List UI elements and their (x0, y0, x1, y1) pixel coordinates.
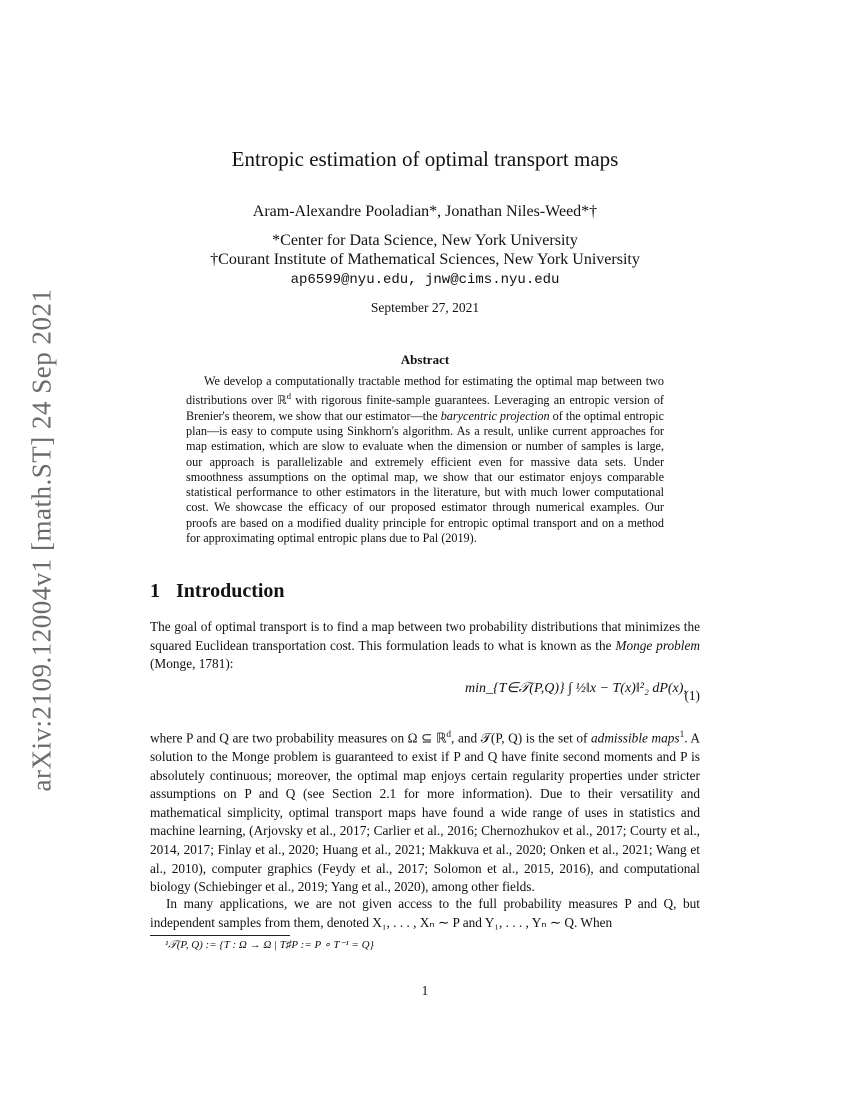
author-emails: ap6599@nyu.edu, jnw@cims.nyu.edu (290, 272, 560, 288)
abstract-body: We develop a computationally tractable method for estimating the optimal map between two distributions over ℝ$^d$ with rigorous finite-sample guarantees. Leveraging an entropic version of Brenier's theorem, we show that our estimator—the barycentric projection of the optimal entropic plan—is easy to compute using Sinkhorn's algorithm. As a result, unlike current approaches for map estimation, which are slow to evaluate when the dimension or number of samples is large, our approach is parallelizable and extremely efficient even for massive data sets. Under smoothness assumptions on the optimal map, we show that our estimator enjoys comparable statistical performance to other estimators in the literature, but with much lower computational cost. We showcase the efficacy of our proposed estimator through numerical examples. Our proofs are based on a modified duality principle for entropic optimal transport and on a method for approximating optimal entropic plans due to Pal (2019). (186, 374, 664, 546)
footnote-divider (150, 935, 290, 936)
paragraph: In many applications, we are not given access to the full probability measures P and Q, but independent samples from them, denoted X₁, . . . , Xₙ ∼ P and Y₁, . . . , Yₙ ∼ Q. When (150, 896, 700, 930)
arxiv-identifier: arXiv:2109.12004v1 [math.ST] 24 Sep 2021 (26, 288, 57, 792)
section-number: 1 (150, 580, 160, 602)
paper-date: September 27, 2021 (370, 300, 480, 315)
affiliation-2: †Courant Institute of Mathematical Sciences, New York University (210, 251, 640, 268)
equation-number: (1) (684, 688, 700, 703)
footnote: ¹𝒯(P, Q) := {T : Ω → Ω | T♯P := P ∘ T⁻¹ = Q} (165, 939, 374, 951)
abstract-heading: Abstract (400, 352, 450, 367)
paragraph: The goal of optimal transport is to find a map between two probability distributions that minimizes the squared Euclidean transportation cost. This formulation leads to what is known as the Monge problem (Monge, 1781): (150, 619, 701, 672)
equation-1 (150, 678, 700, 718)
affiliation-1: *Center for Data Science, New York University (272, 232, 578, 249)
section-title: Introduction (176, 580, 285, 602)
page-number: 1 (421, 983, 429, 998)
section-heading (150, 580, 285, 603)
paper-title: Entropic estimation of optimal transport maps (231, 147, 619, 171)
author-list: Aram-Alexandre Pooladian*, Jonathan Niles-Weed*† (252, 203, 598, 220)
equation-formula: min_{T∈𝒯(P,Q)} ∫ ½‖x − T(x)‖²₂ dP(x), (465, 681, 687, 696)
paragraph: where P and Q are two probability measures on Ω ⊆ ℝ$^d$, and 𝒯(P, Q) is the set of admissible maps$^1$. A solution to the Monge problem is guaranteed to exist if P and Q have finite second moments and P is absolutely continuous; moreover, the optimal map enjoys certain regularity properties under stricter assumptions on P and Q (see Section 2.1 for more information). Due to their versatility and mathematical simplicity, optimal transport maps have found a wide range of uses in statistics and machine learning, (Arjovsky et al., 2017; Carlier et al., 2016; Chernozhukov et al., 2017; Courty et al., 2014, 2017; Finlay et al., 2020; Huang et al., 2021; Makkuva et al., 2020; Onken et al., 2021; Wang et al., 2010), computer graphics (Feydy et al., 2017; Solomon et al., 2015, 2016), and computational biology (Schiebinger et al., 2019; Yang et al., 2020), among other fields. (150, 730, 701, 895)
